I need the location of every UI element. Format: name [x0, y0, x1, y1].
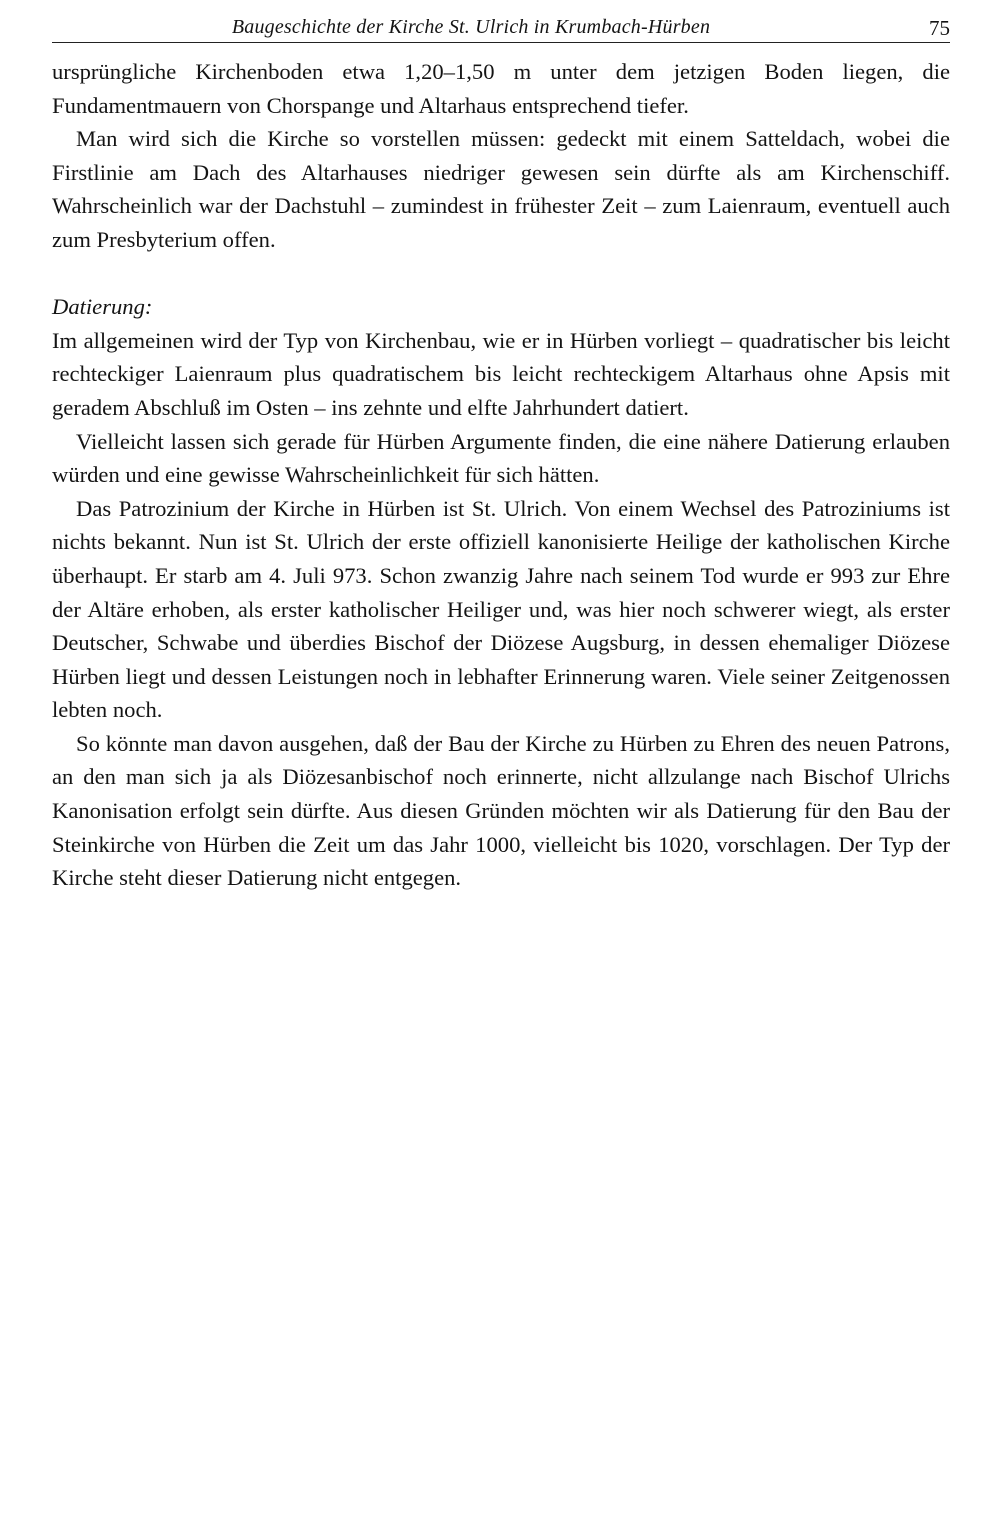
page-number: 75 [929, 16, 950, 40]
running-head [52, 10, 950, 43]
paragraph-roof: Man wird sich die Kirche so vorstellen müssen: gedeckt mit einem Satteldach, wobei die Firstlinie am Dach des Altarhauses niedriger gewesen sein dürfte als am Kirchenschiff. Wahrscheinlich war der Dachstuhl – zumindest in frühester Zeit – zum Laienraum, eventuell auch zum Presbyterium offen. [52, 126, 950, 252]
paragraph-arguments: Vielleicht lassen sich gerade für Hürben Argumente finden, die eine nähere Datierung erlauben würden und eine gewisse Wahrscheinlichkeit für sich hätten. [52, 428, 950, 488]
body-text [52, 55, 950, 895]
book-page [52, 10, 950, 895]
paragraph-continuation: ursprüngliche Kirchenboden etwa 1,20–1,50 m unter dem jetzigen Boden liegen, die Fundamentmauern von Chorspange und Altarhaus entsprechend tiefer. [52, 59, 950, 118]
paragraph-conclusion: So könnte man davon ausgehen, daß der Bau der Kirche zu Hürben zu Ehren des neuen Patrons, an den man sich ja als Diözesanbischof noch erinnerte, nicht allzulange nach Bischof Ulrichs Kanonisation erfolgt sein dürfte. Aus diesen Gründen möchten wir als Datierung für den Bau der Steinkirche von Hürben die Zeit um das Jahr 1000, vielleicht bis 1020, vorschlagen. Der Typ der Kirche steht dieser Datierung nicht entgegen. [52, 730, 950, 891]
section-heading-datierung: Datierung: [52, 294, 153, 320]
running-title: Baugeschichte der Kirche St. Ulrich in Krumbach-Hürben [231, 16, 711, 38]
paragraph-patrocinium: Das Patrozinium der Kirche in Hürben ist St. Ulrich. Von einem Wechsel des Patroziniums ist nichts bekannt. Nun ist St. Ulrich der erste offiziell kanonisierte Heilige der katholischen Kirche überhaupt. Er starb am 4. Juli 973. Schon zwanzig Jahre nach seinem Tod wurde er 993 zur Ehre der Altäre erhoben, als erster katholischer Heiliger und, was hier noch schwerer wiegt, als erster Deutscher, Schwabe und überdies Bischof der Diözese Augsburg, in dessen ehemaliger Diözese Hürben liegt und dessen Leistungen noch in lebhafter Erinnerung waren. Viele seiner Zeitgenossen lebten noch. [52, 495, 950, 723]
paragraph-church-type: Im allgemeinen wird der Typ von Kirchenbau, wie er in Hürben vorliegt – quadratischer bis leicht rechteckiger Laienraum plus quadratischem bis leicht rechteckigem Altarhaus ohne Apsis mit geradem Abschluß im Osten – ins zehnte und elfte Jahrhundert datiert. [52, 327, 950, 420]
